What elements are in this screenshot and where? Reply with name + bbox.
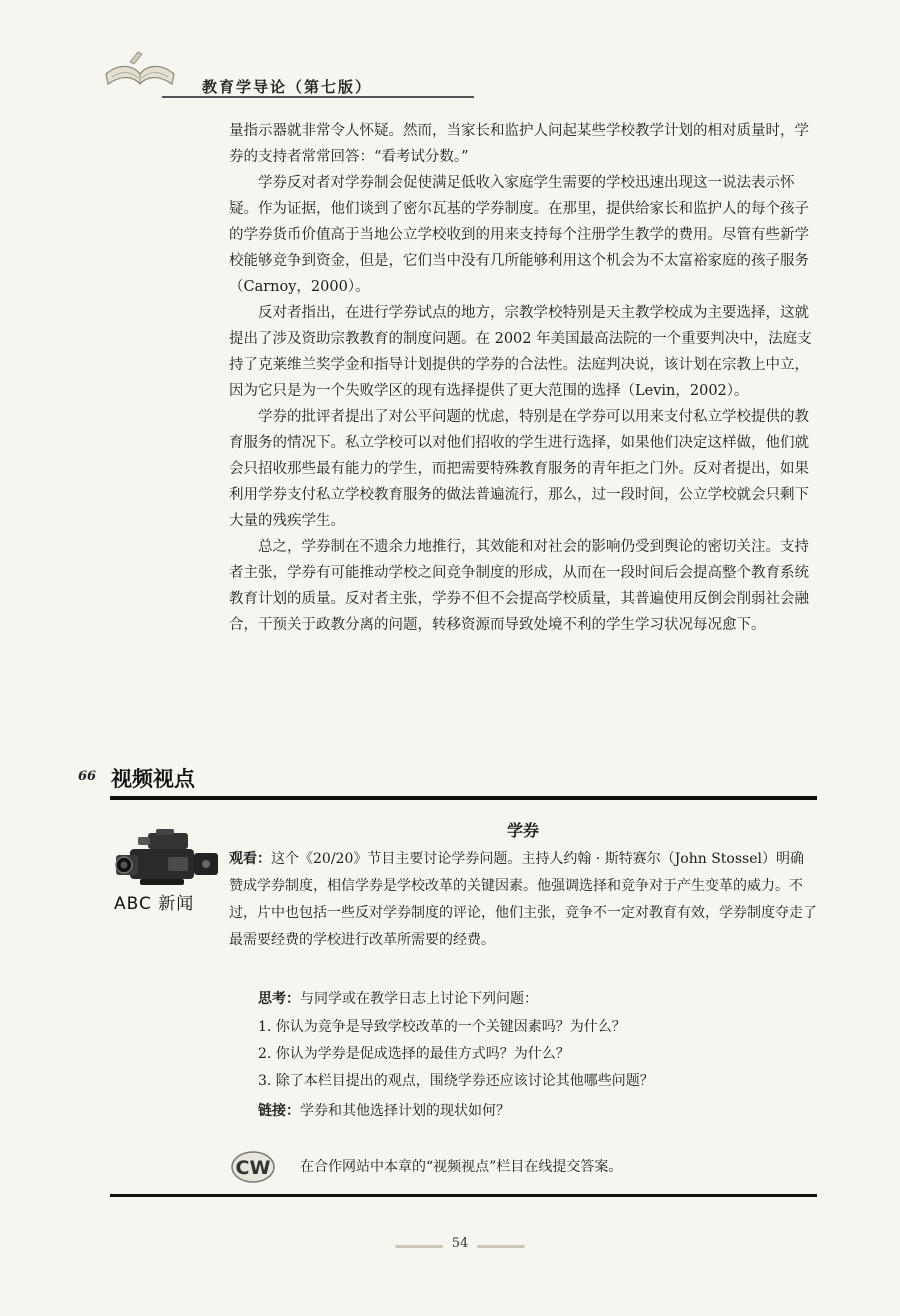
cw-icon	[229, 1145, 277, 1185]
section-rule-top	[110, 796, 817, 800]
cw-icon-text: CW	[235, 1157, 271, 1179]
companion-website-note: 在合作网站中本章的“视频视点”栏目在线提交答案。	[300, 1159, 623, 1175]
paragraph: 反对者指出，在进行学券试点的地方，宗教学校特别是天主教学校成为主要选择，这就提出了涉及资助宗教教育的制度问题。在 2002 年美国最高法院的一个重要判决中，法庭支持了克莱维兰奖学金和指导计划提供的学券的合法性。法庭判决说，该计划在宗教上中立，因为它只是为一个失败学区的现有选择提供了更大范围的选择（Levin，2002）。	[229, 305, 812, 399]
open-book-icon	[100, 44, 180, 99]
page-footer	[395, 1236, 525, 1256]
paragraph: 学券反对者对学券制会促使满足低收入家庭学生需要的学校迅速出现这一说法表示怀疑。作为证据，他们谈到了密尔瓦基的学券制度。在那里，提供给家长和监护人的每个孩子的学券货币价值高于当地公立学校收到的用来支持每个注册学生教学的费用。尽管有些新学校能够竞争到资金，但是，它们当中没有几所能够利用这个机会为不太富裕家庭的孩子服务（Carnoy，2000）。	[229, 175, 809, 295]
box-title: 学券	[506, 821, 539, 840]
link-paragraph	[258, 1100, 510, 1120]
think-label: 思考：	[258, 991, 300, 1007]
margin-number: 66	[78, 769, 97, 784]
body-text	[229, 118, 817, 638]
video-camera-icon	[110, 827, 226, 889]
link-label: 链接：	[258, 1103, 300, 1119]
watch-text: 这个《20/20》节目主要讨论学券问题。主持人约翰 · 斯特赛尔（John Stossel）明确赞成学券制度，相信学券是学校改革的关键因素。他强调选择和竞争对于产生变革的威力。不过，片中也包括一些反对学券制度的评论，他们主张，竞争不一定对教育有效，学券制度夺走了最需要经费的学校进行改革所需要的经费。	[229, 851, 817, 948]
paragraph: 量指示器就非常令人怀疑。然而，当家长和监护人问起某些学校教学计划的相对质量时，学券的支持者常常回答：“看考试分数。”	[229, 123, 809, 165]
watch-label: 观看：	[229, 851, 271, 867]
book-title: 教育学导论（第七版）	[202, 78, 373, 96]
think-text: 与同学或在教学日志上讨论下列问题：	[300, 991, 538, 1007]
paragraph: 总之，学券制在不遗余力地推行，其效能和对社会的影响仍受到舆论的密切关注。支持者主张，学券有可能推动学校之间竞争制度的形成，从而在一段时间后会提高整个教育系统教育计划的质量。反对者主张，学券不但不会提高学校质量，其普遍使用反倒会削弱社会融合，干预关于政教分离的问题，转移资源而导致处境不利的学生学习状况每况愈下。	[229, 539, 809, 633]
paragraph: 学券的批评者提出了对公平问题的忧虑，特别是在学券可以用来支付私立学校提供的教育服务的情况下。私立学校可以对他们招收的学生进行选择，如果他们决定这样做，他们就会只招收那些最有能力的学生，而把需要特殊教育服务的青年拒之门外。反对者提出，如果利用学券支付私立学校教育服务的做法普遍流行，那么，过一段时间，公立学校就会只剩下大量的残疾学生。	[229, 409, 809, 529]
watch-paragraph	[229, 846, 817, 954]
section-rule-bottom	[110, 1194, 817, 1197]
source-label: ABC 新闻	[114, 894, 195, 914]
link-text: 学券和其他选择计划的现状如何？	[300, 1103, 510, 1119]
question-item: 1. 你认为竞争是导致学校改革的一个关键因素吗？为什么？	[258, 1019, 626, 1035]
running-header	[100, 44, 840, 102]
think-paragraph	[258, 988, 538, 1008]
question-item: 3. 除了本栏目提出的观点，围绕学券还应该讨论其他哪些问题？	[258, 1073, 654, 1089]
page-number: 54	[451, 1236, 469, 1251]
section-title: 视频视点	[111, 767, 195, 791]
footer-ornament	[477, 1245, 525, 1248]
question-item: 2. 你认为学券是促成选择的最佳方式吗？为什么？	[258, 1046, 570, 1062]
